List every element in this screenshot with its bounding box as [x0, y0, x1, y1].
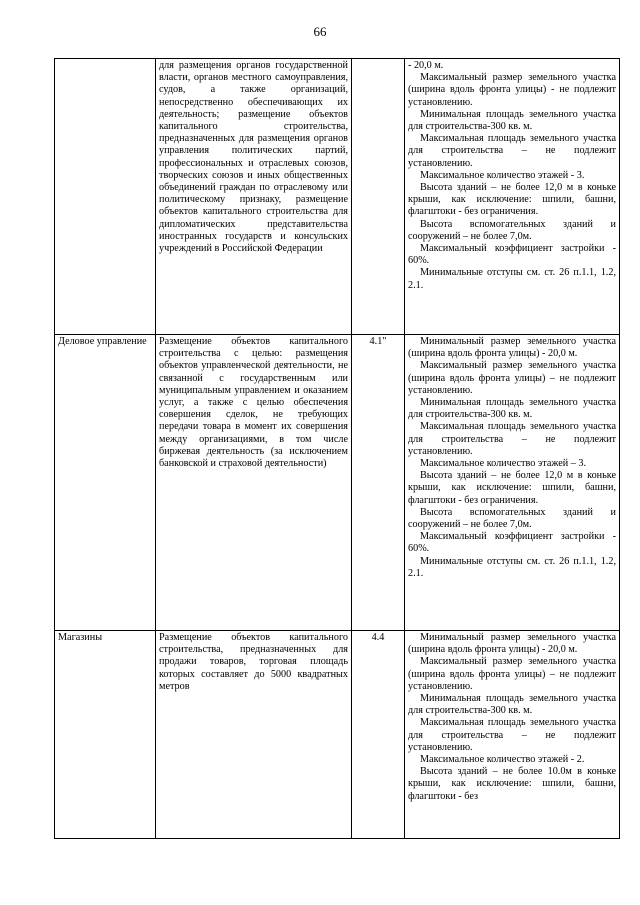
use-description-text: Размещение объектов капитального строительства, предназначенных для продажи товаров, торговая площадь которых составляет до 5000 квадратных метров	[159, 632, 348, 692]
parameter-line: Максимальное количество этажей – 3.	[420, 458, 587, 470]
parameter-line: - 20,0 м.	[408, 60, 444, 71]
use-type-name: Магазины	[55, 631, 156, 839]
use-type-name: Деловое управление	[55, 335, 156, 631]
use-code	[352, 59, 405, 335]
parameter-line: Максимальный размер земельного участка (ширина вдоль фронта улицы) – не подлежит установлению.	[408, 360, 616, 396]
parameter-line: Максимальное количество этажей - 3.	[420, 169, 585, 181]
parameter-line: Максимальный коэффициент застройки - 60%.	[408, 243, 616, 267]
table-row	[55, 335, 620, 631]
parameter-line: Минимальные отступы см. ст. 26 п.1.1, 1.2, 2.1.	[408, 267, 616, 291]
parameter-line: Минимальный размер земельного участка (ширина вдоль фронта улицы) - 20,0 м.	[408, 632, 616, 656]
use-description-text: Размещение объектов капитального строительства с целью: размещения объектов управленческой деятельности, не связанной с государственным или муниципальным управлением и оказанием услуг, а также с целью обеспечения совершения сделок, не требующих передачи товара в момент их совершения между организациями, в том числе биржевая деятельность (за исключением банковской и страховой деятельности)	[159, 336, 348, 470]
table-row	[55, 631, 620, 839]
use-description	[156, 631, 352, 839]
use-type-name	[55, 59, 156, 335]
parameter-line: Максимальная площадь земельного участка для строительства – не подлежит установлению.	[408, 421, 616, 457]
parameter-line: Минимальная площадь земельного участка для строительства-300 кв. м.	[408, 397, 616, 421]
zoning-regulations-table	[54, 58, 620, 839]
page-number: 66	[313, 24, 327, 39]
parameter-line: Максимальное количество этажей - 2.	[420, 754, 585, 766]
use-parameters	[405, 59, 620, 335]
use-description	[156, 59, 352, 335]
parameter-line: Минимальный размер земельного участка (ширина вдоль фронта улицы) - 20,0 м.	[408, 336, 616, 360]
parameter-line: Высота зданий – не более 12,0 м в коньке крыши, как исключение: шпили, башни, флагштоки - без ограничения.	[408, 182, 616, 218]
parameter-line: Максимальный размер земельного участка (ширина вдоль фронта улицы) – не подлежит установлению.	[408, 656, 616, 692]
parameter-line: Высота зданий – не более 10.0м в коньке крыши, как исключение: шпили, башни, флагштоки - без	[408, 766, 616, 802]
use-code: 4.1"	[352, 335, 405, 631]
use-description	[156, 335, 352, 631]
parameter-line: Минимальные отступы см. ст. 26 п.1.1, 1.2, 2.1.	[408, 555, 616, 579]
parameter-line: Высота зданий – не более 12,0 м в коньке крыши, как исключение: шпили, башни, флагштоки - без ограничения.	[408, 470, 616, 506]
parameter-line: Максимальная площадь земельного участка для строительства – не подлежит установлению.	[408, 133, 616, 169]
table-row	[55, 59, 620, 335]
parameter-line: Высота вспомогательных зданий и сооружений – не более 7,0м.	[408, 218, 616, 242]
use-parameters	[405, 335, 620, 631]
parameter-line: Минимальная площадь земельного участка для строительства-300 кв. м.	[408, 693, 616, 717]
parameter-line: Максимальный размер земельного участка (ширина вдоль фронта улицы) - не подлежит установлению.	[408, 72, 616, 108]
use-code: 4.4	[352, 631, 405, 839]
parameter-line: Минимальная площадь земельного участка для строительства-300 кв. м.	[408, 108, 616, 133]
parameter-line: Высота вспомогательных зданий и сооружений – не более 7,0м.	[408, 506, 616, 531]
parameter-line: Максимальная площадь земельного участка для строительства – не подлежит установлению.	[408, 717, 616, 753]
use-parameters	[405, 631, 620, 839]
parameter-line: Максимальный коэффициент застройки - 60%.	[408, 531, 616, 555]
use-description-text: для размещения органов государственной власти, органов местного самоуправления, судов, а также организаций, непосредственно обеспечивающих их деятельность; размещение объектов капитального строительства, предназначенных для размещения органов управления политических партий, профессиональных и отраслевых союзов, творческих союзов и иных общественных объединений граждан по отраслевому или политическому признаку, размещение объектов капитального строительства для дипломатических представительства иностранных государств и консульских учреждений в Российской Федерации	[159, 60, 348, 255]
